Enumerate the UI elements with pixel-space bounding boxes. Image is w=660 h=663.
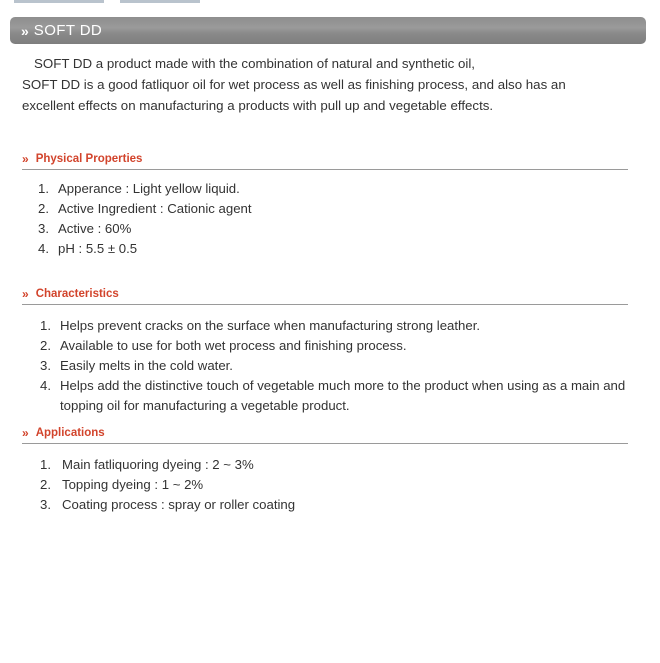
list-item bbox=[22, 376, 628, 416]
tab-stub-left[interactable] bbox=[14, 0, 104, 3]
page-title: SOFT DD bbox=[33, 22, 103, 39]
section-title: Applications bbox=[35, 427, 105, 439]
list-item bbox=[22, 336, 628, 356]
double-chevron-right-icon: » bbox=[21, 22, 29, 39]
list-item-text: Coating process : spray or roller coating bbox=[62, 497, 296, 512]
list-item-text: Apperance : Light yellow liquid. bbox=[58, 181, 240, 196]
list-item-text: Topping dyeing : 1 ~ 2% bbox=[62, 477, 204, 492]
list-item bbox=[22, 219, 628, 239]
list-item-number: 4. bbox=[40, 378, 51, 393]
intro-line-1: SOFT DD a product made with the combination of natural and synthetic oil, bbox=[34, 56, 475, 71]
list-item-number: 3. bbox=[38, 221, 49, 236]
section-body bbox=[22, 179, 628, 259]
section-title: Characteristics bbox=[35, 288, 119, 300]
page-title-bar bbox=[10, 17, 646, 44]
list-item-text: Easily melts in the cold water. bbox=[60, 358, 233, 373]
double-chevron-right-icon: » bbox=[22, 152, 29, 166]
list-item bbox=[22, 356, 628, 376]
list-item-text: Active Ingredient : Cationic agent bbox=[58, 201, 252, 216]
list-item-number: 2. bbox=[40, 477, 51, 492]
list-item-text: Helps add the distinctive touch of vegetable much more to the product when using as a main and topping oil for manufacturing a vegetable product. bbox=[60, 378, 626, 413]
tab-stub-right[interactable] bbox=[120, 0, 200, 3]
list-item bbox=[22, 475, 628, 495]
list-item-number: 3. bbox=[40, 497, 51, 512]
section-physical-properties bbox=[22, 150, 628, 259]
list-item-number: 1. bbox=[40, 457, 51, 472]
list-item-text: pH : 5.5 ± 0.5 bbox=[58, 241, 138, 256]
intro-line-2: SOFT DD is a good fatliquor oil for wet process as well as finishing process, and also has an bbox=[22, 77, 566, 92]
list-item-text: Main fatliquoring dyeing : 2 ~ 3% bbox=[62, 457, 254, 472]
list-item bbox=[22, 239, 628, 259]
list-item bbox=[22, 455, 628, 475]
list-item bbox=[22, 316, 628, 336]
list-item-number: 1. bbox=[40, 318, 51, 333]
list-item-text: Active : 60% bbox=[58, 221, 132, 236]
list-item-number: 2. bbox=[38, 201, 49, 216]
list-item-text: Available to use for both wet process and finishing process. bbox=[60, 338, 407, 353]
section-title: Physical Properties bbox=[35, 153, 143, 165]
section-header bbox=[22, 150, 628, 170]
top-tabs-strip bbox=[0, 0, 660, 4]
list-item-text: Helps prevent cracks on the surface when manufacturing strong leather. bbox=[60, 318, 481, 333]
intro-paragraph bbox=[22, 53, 642, 116]
list-item bbox=[22, 179, 628, 199]
section-header bbox=[22, 285, 628, 305]
list-item-number: 2. bbox=[40, 338, 51, 353]
double-chevron-right-icon: » bbox=[22, 287, 29, 301]
section-characteristics bbox=[22, 285, 628, 416]
section-body bbox=[22, 316, 628, 416]
list-item bbox=[22, 495, 628, 515]
section-applications bbox=[22, 424, 628, 515]
section-body bbox=[22, 455, 628, 515]
list-item bbox=[22, 199, 628, 219]
list-item-number: 3. bbox=[40, 358, 51, 373]
section-header bbox=[22, 424, 628, 444]
list-item-number: 4. bbox=[38, 241, 49, 256]
double-chevron-right-icon: » bbox=[22, 426, 29, 440]
intro-line-3: excellent effects on manufacturing a products with pull up and vegetable effects. bbox=[22, 98, 494, 113]
list-item-number: 1. bbox=[38, 181, 49, 196]
